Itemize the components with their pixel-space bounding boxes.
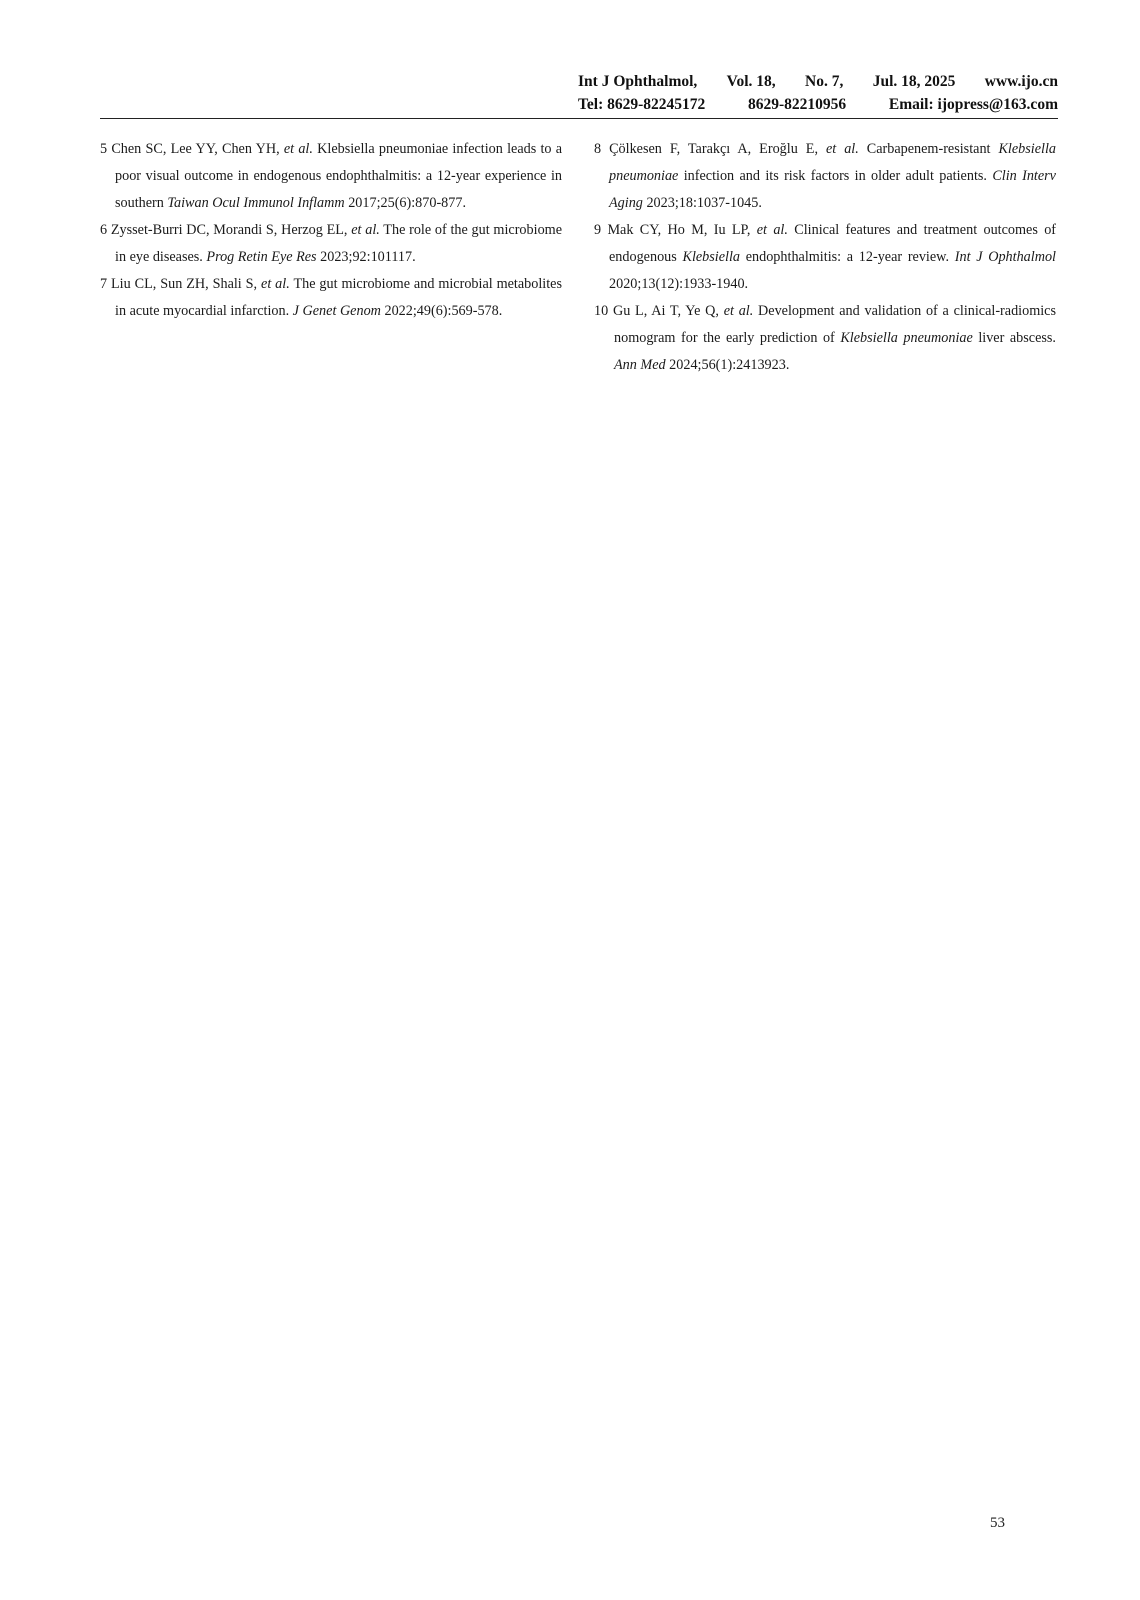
header-date: Jul. 18, 2025 — [872, 73, 956, 90]
reference-journal: Ann Med — [614, 357, 666, 373]
reference-etal: et al. — [261, 276, 290, 292]
reference-citation: 2023;18:1037-1045. — [642, 195, 762, 211]
page-number: 53 — [990, 1515, 1005, 1531]
reference-item — [100, 271, 562, 325]
reference-number: 6 — [100, 222, 108, 238]
reference-citation: 2024;56(1):2413923. — [665, 357, 790, 373]
reference-number: 7 — [100, 276, 108, 292]
header-email: Email: ijopress@163.com — [888, 96, 1058, 113]
reference-citation: 2020;13(12):1933-1940. — [609, 276, 749, 292]
reference-citation: 2022;49(6):569-578. — [380, 303, 503, 319]
header-website: www.ijo.cn — [984, 73, 1058, 90]
reference-title: Development and validation of a clinical-radiomics nomogram for the early prediction of — [614, 303, 1057, 346]
reference-title: The gut microbiome and microbial metabolites in acute myocardial infarction. — [115, 276, 563, 319]
reference-title: Clinical features and treatment outcomes of endogenous — [609, 222, 1057, 265]
reference-citation: 2023;92:101117. — [316, 249, 416, 265]
reference-authors: Çölkesen F, Tarakçı A, Eroğlu E, — [609, 141, 826, 157]
reference-title: liver abscess. — [972, 330, 1056, 346]
reference-authors: Mak CY, Ho M, Iu LP, — [607, 222, 757, 238]
header-issue: No. 7, — [805, 73, 844, 90]
reference-item — [100, 136, 562, 217]
reference-journal: J Genet Genom — [292, 303, 381, 319]
reference-authors: Zysset-Burri DC, Morandi S, Herzog EL, — [110, 222, 352, 238]
reference-number: 9 — [594, 222, 602, 238]
reference-title-italic: Klebsiella — [682, 249, 741, 265]
header-tel-1: Tel: 8629-82245172 — [578, 96, 706, 113]
reference-title: infection and its risk factors in older adult patients. — [678, 168, 993, 184]
reference-item — [594, 298, 1056, 379]
references-right-column — [594, 136, 1056, 379]
reference-item — [100, 217, 562, 271]
reference-journal: Prog Retin Eye Res — [206, 249, 317, 265]
reference-etal: et al. — [351, 222, 380, 238]
reference-etal: et al. — [723, 303, 754, 319]
header-journal-line — [578, 70, 1058, 93]
reference-journal: Taiwan Ocul Immunol Inflamm — [167, 195, 345, 211]
reference-number: 8 — [594, 141, 602, 157]
reference-journal: Clin Interv Aging — [609, 168, 1056, 211]
reference-title-italic: Klebsiella pneumoniae — [609, 141, 1057, 184]
reference-title: Carbapenem-resistant — [858, 141, 999, 157]
references-left-column — [100, 136, 562, 325]
reference-etal: et al. — [756, 222, 788, 238]
reference-etal: et al. — [283, 141, 313, 157]
reference-title: endophthalmitis: a 12-year review. — [740, 249, 955, 265]
reference-title: Klebsiella pneumoniae infection leads to a poor visual outcome in endogenous endophthalmitis: a 12-year experience in southern — [115, 141, 562, 211]
reference-number: 10 — [594, 303, 609, 319]
header-tel-2: 8629-82210956 — [748, 96, 847, 113]
reference-journal: Int J Ophthalmol — [954, 249, 1056, 265]
header-volume: Vol. 18, — [726, 73, 776, 90]
running-header — [578, 70, 1058, 116]
header-contact-line — [578, 93, 1058, 116]
reference-item — [594, 136, 1056, 217]
reference-etal: et al. — [825, 141, 859, 157]
reference-item — [594, 217, 1056, 298]
reference-authors: Gu L, Ai T, Ye Q, — [612, 303, 724, 319]
reference-title-italic: Klebsiella pneumoniae — [840, 330, 973, 346]
reference-authors: Liu CL, Sun ZH, Shali S, — [111, 276, 262, 292]
reference-citation: 2017;25(6):870-877. — [344, 195, 467, 211]
header-journal-name: Int J Ophthalmol, — [578, 73, 698, 90]
reference-number: 5 — [100, 141, 108, 157]
reference-title: The role of the gut microbiome in eye diseases. — [115, 222, 562, 265]
reference-authors: Chen SC, Lee YY, Chen YH, — [111, 141, 284, 157]
header-divider — [100, 118, 1058, 119]
